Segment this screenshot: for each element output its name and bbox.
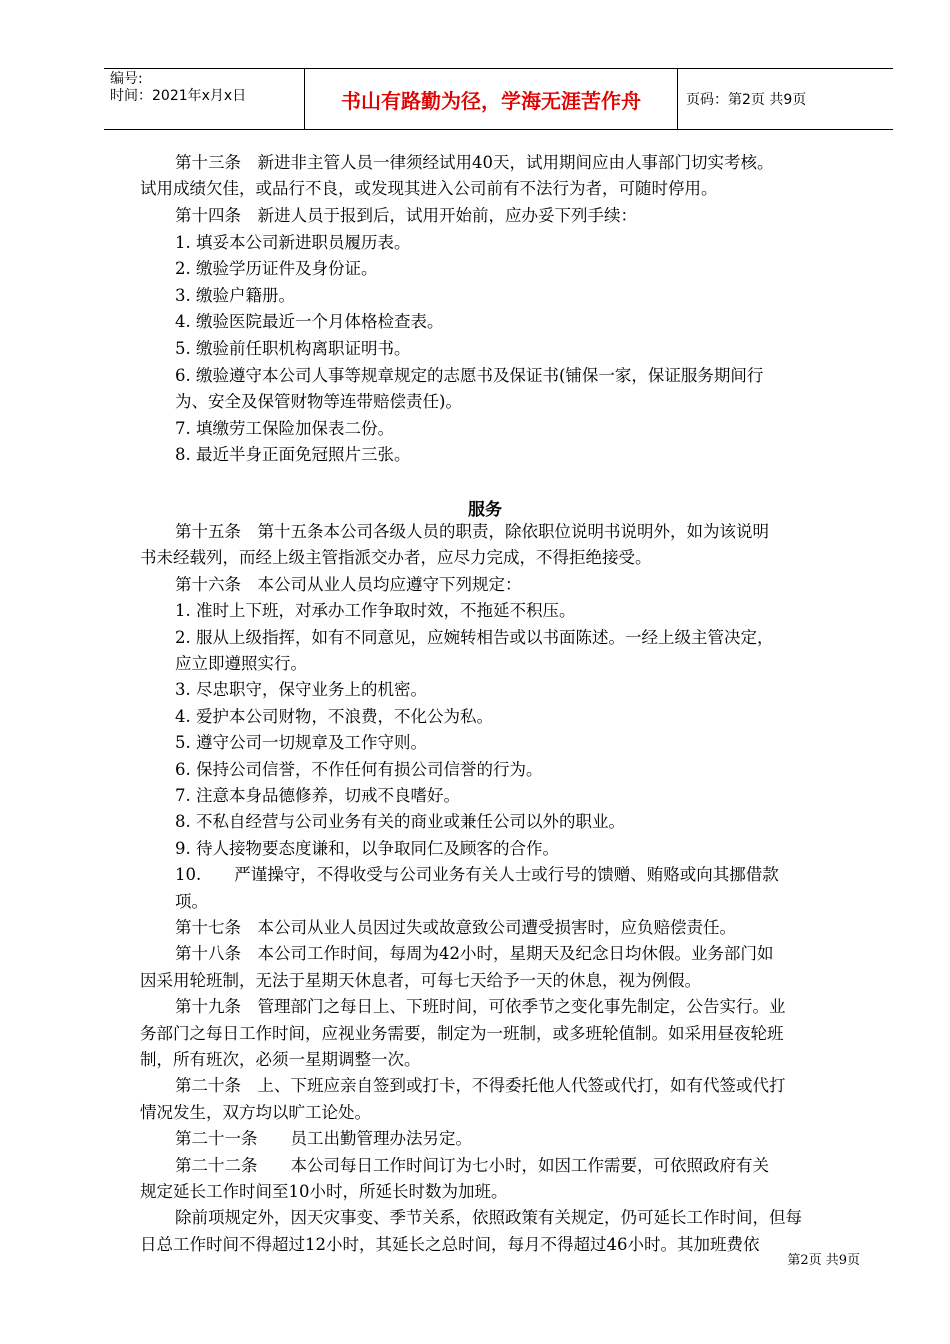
- paragraph-line: 8. 最近半身正面免冠照片三张。: [175, 445, 411, 464]
- paragraph-line: 书未经载列，而经上级主管指派交办者，应尽力完成，不得拒绝接受。: [140, 548, 652, 568]
- paragraph-line: 制，所有班次，必须一星期调整一次。: [140, 1050, 421, 1069]
- paragraph-line: 3. 缴验户籍册。: [175, 286, 295, 305]
- paragraph-line: 情况发生，双方均以旷工论处。: [140, 1102, 371, 1122]
- header-page-info: 页码：第2页 共9页: [686, 92, 807, 108]
- serial-label: 编号:: [110, 71, 143, 87]
- paragraph-line: 1. 准时上下班，对承办工作争取时效，不拖延不积压。: [175, 601, 576, 621]
- paragraph-line: 5. 缴验前任职机构离职证明书。: [175, 339, 411, 358]
- paragraph-line: 2. 缴验学历证件及身份证。: [175, 259, 378, 278]
- paragraph-line: 日总工作时间不得超过12小时，其延长之总时间，每月不得超过46小时。其加班费依: [140, 1234, 760, 1254]
- paragraph-line: 第十八条 本公司工作时间，每周为42小时，星期天及纪念日均休假。业务部门如: [175, 944, 774, 964]
- paragraph-line: 第十三条 新进非主管人员一律须经试用40天，试用期间应由人事部门切实考核。: [175, 153, 774, 172]
- paragraph-line: 6. 保持公司信誉，不作任何有损公司信誉的行为。: [175, 759, 543, 779]
- paragraph-line: 第二十条 上、下班应亲自签到或打卡，不得委托他人代签或代打，如有代签或代打: [175, 1076, 786, 1096]
- paragraph-line: 3. 尽忠职守，保守业务上的机密。: [175, 680, 427, 700]
- paragraph-line: 第二十一条 员工出勤管理办法另定。: [175, 1129, 472, 1149]
- paragraph-line: 9. 待人接物要态度谦和，以争取同仁及顾客的合作。: [175, 838, 559, 858]
- paragraph-line: 因采用轮班制，无法于星期天休息者，可每七天给予一天的休息，视为例假。: [140, 970, 701, 990]
- paragraph-line: 第十六条 本公司从业人员均应遵守下列规定：: [175, 574, 522, 594]
- paragraph-line: 第十五条 第十五条本公司各级人员的职责，除依职位说明书说明外，如为该说明: [175, 522, 769, 541]
- paragraph-line: 为、安全及保管财物等连带赔偿责任)。: [175, 392, 462, 411]
- page-footer: 第2页 共9页: [787, 1253, 860, 1268]
- paragraph-line: 第二十二条 本公司每日工作时间订为七小时，如因工作需要，可依照政府有关: [175, 1155, 769, 1175]
- paragraph-line: 除前项规定外，因天灾事变、季节关系，依照政策有关规定，仍可延长工作时间，但每: [175, 1208, 802, 1228]
- paragraph-line: 第十四条 新进人员于报到后，试用开始前，应办妥下列手续：: [175, 206, 637, 225]
- paragraph-line: 试用成绩欠佳，或品行不良，或发现其进入公司前有不法行为者，可随时停用。: [140, 179, 718, 198]
- header-meta: [104, 69, 304, 129]
- paragraph-line: 5. 遵守公司一切规章及工作守则。: [175, 733, 427, 753]
- paragraph-line: 规定延长工作时间至10小时，所延长时数为加班。: [140, 1182, 508, 1201]
- section-title: 服务: [468, 500, 502, 520]
- paragraph-line: 2. 服从上级指挥，如有不同意见，应婉转相告或以书面陈述。一经上级主管决定，: [175, 627, 774, 647]
- paragraph-line: 1. 填妥本公司新进职员履历表。: [175, 233, 411, 252]
- paragraph-line: 4. 缴验医院最近一个月体格检查表。: [175, 312, 444, 331]
- paragraph-line: 项。: [175, 891, 208, 911]
- paragraph-line: 10. 严谨操守，不得收受与公司业务有关人士或行号的馈赠、贿赂或向其挪借款: [175, 865, 779, 885]
- header-motto: 书山有路勤为径，学海无涯苦作舟: [304, 69, 678, 129]
- paragraph-line: 7. 填缴劳工保险加保表二份。: [175, 419, 394, 438]
- page-header: [104, 68, 893, 130]
- paragraph-line: 6. 缴验遵守本公司人事等规章规定的志愿书及保证书(铺保一家，保证服务期间行: [175, 366, 764, 385]
- paragraph-line: 务部门之每日工作时间，应视业务需要，制定为一班制，或多班轮值制。如采用昼夜轮班: [140, 1023, 784, 1043]
- time-label: 时间：2021年x月x日: [110, 88, 247, 104]
- paragraph-line: 4. 爱护本公司财物，不浪费，不化公为私。: [175, 706, 493, 726]
- paragraph-line: 应立即遵照实行。: [175, 654, 307, 673]
- paragraph-line: 7. 注意本身品德修养，切戒不良嗜好。: [175, 786, 460, 805]
- paragraph-line: 第十九条 管理部门之每日上、下班时间，可依季节之变化事先制定，公告实行。业: [175, 997, 786, 1017]
- paragraph-line: 第十七条 本公司从业人员因过失或故意致公司遭受损害时，应负赔偿责任。: [175, 918, 736, 937]
- paragraph-line: 8. 不私自经营与公司业务有关的商业或兼任公司以外的职业。: [175, 812, 625, 832]
